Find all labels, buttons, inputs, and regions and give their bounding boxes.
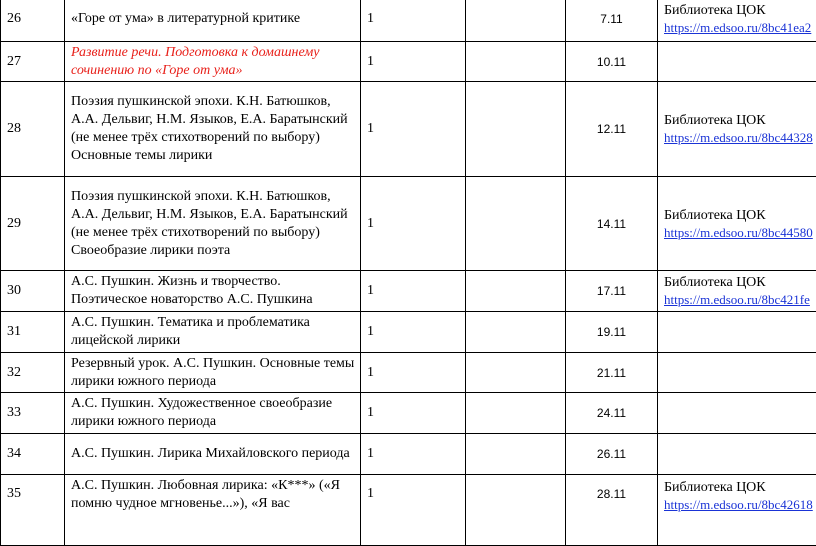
lesson-number: 27 [1, 42, 65, 82]
lesson-number: 35 [1, 475, 65, 546]
table-row [1, 475, 816, 546]
resource-label: Библиотека ЦОК [664, 2, 816, 19]
lesson-date: 21.11 [566, 353, 658, 393]
table-row [1, 42, 816, 82]
lesson-hours: 1 [361, 393, 466, 434]
lesson-hours: 1 [361, 177, 466, 271]
lesson-hours: 1 [361, 475, 466, 546]
lesson-hours: 1 [361, 42, 466, 82]
lesson-hours: 1 [361, 312, 466, 353]
lesson-hours: 1 [361, 271, 466, 312]
resource-cell [658, 177, 816, 271]
table-row [1, 353, 816, 393]
resource-cell [658, 42, 816, 82]
empty-cell [466, 177, 566, 271]
resource-cell [658, 271, 816, 312]
lesson-date: 28.11 [566, 475, 658, 546]
empty-cell [466, 42, 566, 82]
lesson-topic: Поэзия пушкинской эпохи. К.Н. Батюшков, А.А. Дельвиг, Н.М. Языков, Е.А. Баратынский (не менее трёх стихотворений по выбору) Своеобразие лирики поэта [65, 177, 361, 271]
lesson-topic: А.С. Пушкин. Жизнь и творчество. Поэтическое новаторство А.С. Пушкина [65, 271, 361, 312]
lesson-topic: «Горе от ума» в литературной критике [65, 0, 361, 42]
lesson-hours: 1 [361, 353, 466, 393]
table-row [1, 434, 816, 475]
lesson-topic: Развитие речи. Подготовка к домашнему сочинению по «Горе от ума» [65, 42, 361, 82]
lesson-number: 26 [1, 0, 65, 42]
table-row [1, 271, 816, 312]
resource-link[interactable]: https://m.edsoo.ru/8bc421fe [664, 291, 816, 308]
lesson-date: 17.11 [566, 271, 658, 312]
lesson-topic: А.С. Пушкин. Любовная лирика: «К***» («Я помню чудное мгновенье...»), «Я вас [65, 475, 361, 546]
lesson-number: 29 [1, 177, 65, 271]
lesson-date: 12.11 [566, 82, 658, 177]
lesson-topic: Резервный урок. А.С. Пушкин. Основные темы лирики южного периода [65, 353, 361, 393]
resource-cell [658, 475, 816, 546]
empty-cell [466, 434, 566, 475]
resource-label: Библиотека ЦОК [664, 207, 816, 224]
lesson-date: 10.11 [566, 42, 658, 82]
resource-label: Библиотека ЦОК [664, 274, 816, 291]
empty-cell [466, 353, 566, 393]
lesson-hours: 1 [361, 434, 466, 475]
lesson-number: 28 [1, 82, 65, 177]
resource-label: Библиотека ЦОК [664, 112, 816, 129]
resource-link[interactable]: https://m.edsoo.ru/8bc42618 [664, 496, 816, 513]
table-row [1, 312, 816, 353]
resource-cell [658, 312, 816, 353]
lesson-date: 19.11 [566, 312, 658, 353]
lesson-hours: 1 [361, 82, 466, 177]
lesson-number: 31 [1, 312, 65, 353]
lesson-number: 34 [1, 434, 65, 475]
resource-cell [658, 393, 816, 434]
resource-link[interactable]: https://m.edsoo.ru/8bc41ea2 [664, 19, 816, 36]
lesson-number: 32 [1, 353, 65, 393]
lesson-date: 26.11 [566, 434, 658, 475]
empty-cell [466, 271, 566, 312]
empty-cell [466, 82, 566, 177]
lesson-date: 24.11 [566, 393, 658, 434]
resource-cell [658, 434, 816, 475]
empty-cell [466, 0, 566, 42]
lesson-topic: А.С. Пушкин. Тематика и проблематика лицейской лирики [65, 312, 361, 353]
table-row [1, 82, 816, 177]
table-row [1, 177, 816, 271]
resource-label: Библиотека ЦОК [664, 479, 816, 496]
lesson-date: 7.11 [566, 0, 658, 42]
lesson-topic: Поэзия пушкинской эпохи. К.Н. Батюшков, А.А. Дельвиг, Н.М. Языков, Е.А. Баратынский (не менее трёх стихотворений по выбору) Основные темы лирики [65, 82, 361, 177]
resource-cell [658, 353, 816, 393]
empty-cell [466, 312, 566, 353]
lesson-hours: 1 [361, 0, 466, 42]
table-row [1, 393, 816, 434]
lesson-date: 14.11 [566, 177, 658, 271]
lesson-topic: А.С. Пушкин. Лирика Михайловского периода [65, 434, 361, 475]
empty-cell [466, 475, 566, 546]
lesson-number: 33 [1, 393, 65, 434]
empty-cell [466, 393, 566, 434]
resource-cell [658, 0, 816, 42]
lesson-topic: А.С. Пушкин. Художественное своеобразие лирики южного периода [65, 393, 361, 434]
table-row [1, 0, 816, 42]
resource-cell [658, 82, 816, 177]
lesson-number: 30 [1, 271, 65, 312]
resource-link[interactable]: https://m.edsoo.ru/8bc44328 [664, 129, 816, 146]
resource-link[interactable]: https://m.edsoo.ru/8bc44580 [664, 224, 816, 241]
